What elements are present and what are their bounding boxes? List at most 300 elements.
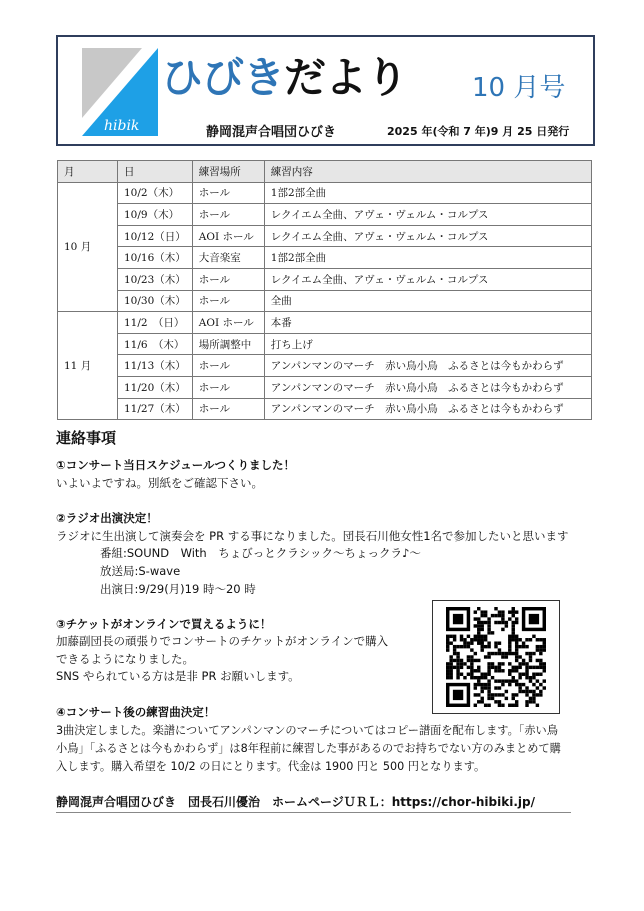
- qr-module: [477, 621, 480, 624]
- qr-module: [456, 669, 459, 672]
- table-row: [58, 333, 592, 355]
- qr-module: [508, 683, 511, 686]
- qr-module: [508, 638, 511, 641]
- qr-module: [512, 610, 515, 613]
- qr-module: [477, 683, 480, 686]
- qr-module: [529, 652, 532, 655]
- qr-module: [474, 652, 477, 655]
- qr-module: [449, 659, 452, 662]
- qr-module: [522, 659, 525, 662]
- qr-module: [508, 617, 511, 620]
- qr-module: [515, 648, 518, 651]
- qr-module: [543, 641, 546, 644]
- qr-module: [480, 638, 483, 641]
- qr-module: [536, 693, 539, 696]
- qr-module: [474, 683, 477, 686]
- qr-module: [539, 683, 542, 686]
- qr-module: [453, 666, 456, 669]
- qr-module: [522, 641, 525, 644]
- qr-module: [477, 669, 480, 672]
- qr-module: [494, 693, 497, 696]
- qr-module: [470, 669, 473, 672]
- qr-module: [491, 666, 494, 669]
- qr-module: [512, 679, 515, 682]
- qr-module: [508, 652, 511, 655]
- qr-module: [518, 645, 521, 648]
- qr-module: [449, 673, 452, 676]
- qr-module: [508, 635, 511, 638]
- qr-module: [529, 676, 532, 679]
- qr-module: [525, 652, 528, 655]
- qr-module: [449, 635, 452, 638]
- qr-module: [539, 666, 542, 669]
- qr-module: [474, 617, 477, 620]
- qr-module: [487, 704, 490, 707]
- qr-code-icon: [446, 607, 546, 707]
- qr-module: [467, 635, 470, 638]
- qr-module: [498, 679, 501, 682]
- qr-module: [491, 614, 494, 617]
- qr-module: [539, 673, 542, 676]
- qr-module: [477, 641, 480, 644]
- qr-module: [446, 669, 449, 672]
- qr-module: [525, 693, 528, 696]
- qr-module: [525, 704, 528, 707]
- place-cell: 大音楽室: [192, 247, 264, 269]
- qr-module: [501, 614, 504, 617]
- qr-module: [467, 673, 470, 676]
- qr-module: [467, 641, 470, 644]
- qr-module: [539, 659, 542, 662]
- qr-module: [532, 693, 535, 696]
- qr-module: [487, 628, 490, 631]
- publish-date: 2025 年(令和 7 年)9 月 25 日発行: [387, 125, 570, 138]
- qr-module: [539, 648, 542, 651]
- qr-module: [525, 645, 528, 648]
- qr-module: [505, 652, 508, 655]
- content-cell: アンパンマンのマーチ 赤い鳥小鳥 ふるさとは今もかわらず: [264, 376, 591, 398]
- qr-module: [529, 659, 532, 662]
- qr-module: [508, 679, 511, 682]
- qr-module: [477, 679, 480, 682]
- notice-1-heading: ①コンサート当日スケジュールつくりました！: [56, 458, 296, 472]
- qr-module: [512, 635, 515, 638]
- qr-module: [467, 659, 470, 662]
- qr-module: [474, 659, 477, 662]
- qr-module: [474, 669, 477, 672]
- place-cell: AOI ホール: [192, 312, 264, 334]
- qr-module: [474, 693, 477, 696]
- qr-module: [477, 693, 480, 696]
- qr-module: [529, 690, 532, 693]
- qr-module: [480, 635, 483, 638]
- qr-module: [477, 607, 480, 610]
- table-header-row: [58, 161, 592, 183]
- notice-4-line3: 入します。購入希望を 10/2 の日にとります。代金は 1900 円と 500 円となります。: [56, 760, 486, 773]
- qr-module: [487, 617, 490, 620]
- qr-module: [508, 669, 511, 672]
- qr-module: [463, 641, 466, 644]
- table-row: [58, 290, 592, 312]
- qr-module: [484, 683, 487, 686]
- qr-module: [494, 614, 497, 617]
- qr-module: [467, 655, 470, 658]
- qr-module: [480, 614, 483, 617]
- newsletter-title: [161, 45, 407, 105]
- masthead: [56, 35, 595, 146]
- qr-module: [484, 645, 487, 648]
- qr-module: [498, 641, 501, 644]
- qr-module: [505, 679, 508, 682]
- qr-module: [470, 638, 473, 641]
- qr-module: [474, 686, 477, 689]
- qr-module: [539, 652, 542, 655]
- qr-module: [515, 700, 518, 703]
- qr-module: [446, 641, 449, 644]
- place-cell: ホール: [192, 376, 264, 398]
- content-cell: 本番: [264, 312, 591, 334]
- qr-module: [498, 666, 501, 669]
- table-row: [58, 398, 592, 420]
- qr-module: [512, 624, 515, 627]
- notice-4-line1: 3曲決定しました。楽譜についてアンパンマンのマーチについてはコピー譜面を配布します。「赤い鳥: [56, 724, 558, 737]
- date-cell: 11/27（木）: [118, 398, 193, 420]
- qr-module: [543, 662, 546, 665]
- qr-module: [449, 641, 452, 644]
- qr-module: [543, 648, 546, 651]
- content-cell: 全曲: [264, 290, 591, 312]
- qr-module: [515, 669, 518, 672]
- table-row: [58, 247, 592, 269]
- qr-module: [494, 686, 497, 689]
- qr-module: [515, 679, 518, 682]
- qr-module: [470, 655, 473, 658]
- table-row: [58, 312, 592, 334]
- qr-finder: [453, 614, 463, 624]
- qr-finder: [529, 614, 539, 624]
- qr-module: [463, 676, 466, 679]
- qr-module: [498, 621, 501, 624]
- qr-module: [505, 655, 508, 658]
- qr-module: [487, 673, 490, 676]
- content-cell: アンパンマンのマーチ 赤い鳥小鳥 ふるさとは今もかわらず: [264, 398, 591, 420]
- qr-module: [512, 621, 515, 624]
- qr-module: [515, 652, 518, 655]
- qr-module: [539, 662, 542, 665]
- col-date: 日: [118, 161, 193, 183]
- qr-module: [515, 659, 518, 662]
- place-cell: ホール: [192, 268, 264, 290]
- qr-module: [484, 676, 487, 679]
- qr-module: [480, 628, 483, 631]
- qr-module: [477, 624, 480, 627]
- qr-module: [456, 662, 459, 665]
- qr-module: [515, 655, 518, 658]
- qr-module: [532, 666, 535, 669]
- qr-module: [501, 621, 504, 624]
- svg-text:hibik: hibik: [104, 118, 140, 134]
- place-cell: ホール: [192, 398, 264, 420]
- qr-module: [536, 666, 539, 669]
- notice-2-program: 番組:SOUND With ちょびっとクラシック～ちょっクラ♪～: [100, 546, 421, 560]
- qr-module: [525, 700, 528, 703]
- qr-module: [491, 697, 494, 700]
- qr-module: [474, 676, 477, 679]
- content-cell: レクイエム全曲、アヴェ・ヴェルム・コルプス: [264, 204, 591, 226]
- qr-module: [501, 693, 504, 696]
- issue-number: 10 月号: [472, 73, 566, 103]
- qr-module: [494, 641, 497, 644]
- qr-module: [525, 638, 528, 641]
- content-cell: レクイエム全曲、アヴェ・ヴェルム・コルプス: [264, 225, 591, 247]
- content-cell: レクイエム全曲、アヴェ・ヴェルム・コルプス: [264, 268, 591, 290]
- qr-module: [494, 645, 497, 648]
- qr-module: [487, 693, 490, 696]
- place-cell: ホール: [192, 355, 264, 377]
- qr-module: [501, 655, 504, 658]
- date-cell: 11/13（木）: [118, 355, 193, 377]
- qr-module: [501, 617, 504, 620]
- qr-module: [484, 614, 487, 617]
- qr-module: [512, 607, 515, 610]
- qr-module: [456, 673, 459, 676]
- qr-module: [477, 666, 480, 669]
- qr-module: [508, 673, 511, 676]
- qr-module: [508, 645, 511, 648]
- qr-module: [456, 659, 459, 662]
- date-cell: 10/9（木）: [118, 204, 193, 226]
- qr-module: [463, 662, 466, 665]
- qr-module: [498, 686, 501, 689]
- organization-name: 静岡混声合唱団ひびき: [206, 125, 337, 140]
- qr-module: [515, 666, 518, 669]
- place-cell: ホール: [192, 204, 264, 226]
- content-cell: 1部2部全曲: [264, 247, 591, 269]
- qr-module: [491, 652, 494, 655]
- qr-module: [487, 631, 490, 634]
- qr-module: [484, 686, 487, 689]
- qr-module: [515, 641, 518, 644]
- qr-module: [474, 704, 477, 707]
- qr-module: [532, 690, 535, 693]
- qr-module: [480, 697, 483, 700]
- qr-module: [512, 669, 515, 672]
- qr-module: [518, 676, 521, 679]
- qr-module: [474, 638, 477, 641]
- qr-module: [498, 693, 501, 696]
- qr-module: [467, 666, 470, 669]
- qr-module: [536, 686, 539, 689]
- qr-module: [494, 652, 497, 655]
- qr-module: [480, 610, 483, 613]
- qr-module: [487, 690, 490, 693]
- content-cell: 1部2部全曲: [264, 182, 591, 204]
- qr-module: [477, 676, 480, 679]
- qr-module: [501, 662, 504, 665]
- qr-module: [525, 669, 528, 672]
- place-cell: AOI ホール: [192, 225, 264, 247]
- qr-module: [449, 662, 452, 665]
- qr-module: [532, 700, 535, 703]
- col-content: 練習内容: [264, 161, 591, 183]
- qr-module: [512, 697, 515, 700]
- qr-module: [543, 679, 546, 682]
- qr-module: [525, 673, 528, 676]
- place-cell: ホール: [192, 290, 264, 312]
- qr-module: [505, 624, 508, 627]
- notice-3-heading: ③チケットがオンラインで買えるように！: [56, 617, 272, 631]
- qr-module: [480, 700, 483, 703]
- qr-module: [515, 621, 518, 624]
- qr-module: [518, 673, 521, 676]
- qr-module: [515, 693, 518, 696]
- qr-module: [494, 679, 497, 682]
- title-blue: ひびき: [161, 53, 285, 102]
- qr-module: [480, 676, 483, 679]
- qr-module: [512, 652, 515, 655]
- qr-module: [515, 610, 518, 613]
- qr-module: [518, 638, 521, 641]
- title-black: だより: [284, 53, 408, 102]
- qr-module: [501, 679, 504, 682]
- qr-module: [512, 638, 515, 641]
- qr-module: [508, 610, 511, 613]
- qr-module: [529, 697, 532, 700]
- qr-module: [456, 676, 459, 679]
- qr-module: [518, 655, 521, 658]
- notice-1-body: いよいよですね。別紙をご確認下さい。: [56, 476, 263, 490]
- qr-module: [480, 690, 483, 693]
- qr-module: [487, 645, 490, 648]
- date-cell: 11/20（木）: [118, 376, 193, 398]
- table-row: [58, 376, 592, 398]
- qr-module: [505, 697, 508, 700]
- qr-module: [470, 659, 473, 662]
- qr-module: [477, 631, 480, 634]
- qr-module: [498, 614, 501, 617]
- qr-module: [501, 683, 504, 686]
- qr-module: [498, 704, 501, 707]
- qr-module: [494, 700, 497, 703]
- qr-module: [501, 610, 504, 613]
- qr-module: [467, 645, 470, 648]
- footer-contact: 静岡混声合唱団ひびき 団長石川優治 ホームページＵＲＬ：https://chor-hibiki.jp/: [56, 793, 571, 813]
- qr-module: [453, 638, 456, 641]
- qr-module: [532, 635, 535, 638]
- qr-module: [494, 666, 497, 669]
- qr-module: [518, 683, 521, 686]
- qr-module: [456, 666, 459, 669]
- qr-module: [474, 610, 477, 613]
- qr-module: [508, 641, 511, 644]
- qr-module: [498, 652, 501, 655]
- qr-module: [515, 638, 518, 641]
- qr-module: [529, 655, 532, 658]
- qr-module: [543, 638, 546, 641]
- qr-module: [518, 690, 521, 693]
- qr-module: [491, 693, 494, 696]
- qr-module: [470, 676, 473, 679]
- qr-module: [487, 683, 490, 686]
- table-row: [58, 204, 592, 226]
- qr-module: [460, 666, 463, 669]
- qr-module: [470, 662, 473, 665]
- place-cell: 場所調整中: [192, 333, 264, 355]
- qr-module: [446, 662, 449, 665]
- qr-module: [477, 638, 480, 641]
- qr-module: [460, 659, 463, 662]
- qr-module: [463, 645, 466, 648]
- qr-module: [494, 669, 497, 672]
- qr-module: [484, 621, 487, 624]
- month-cell: 11 月: [58, 312, 118, 420]
- qr-module: [501, 628, 504, 631]
- qr-module: [449, 666, 452, 669]
- qr-module: [512, 614, 515, 617]
- qr-module: [518, 666, 521, 669]
- qr-module: [532, 683, 535, 686]
- qr-module: [477, 628, 480, 631]
- qr-module: [532, 697, 535, 700]
- qr-module: [512, 704, 515, 707]
- notice-3-line2: できるようになりました。: [56, 652, 194, 666]
- qr-module: [539, 645, 542, 648]
- qr-module: [460, 638, 463, 641]
- notice-3-line1: 加藤副団長の頑張りでコンサートのチケットがオンラインで購入: [56, 634, 389, 648]
- date-cell: 10/30（木）: [118, 290, 193, 312]
- qr-module: [449, 676, 452, 679]
- notice-4-line2: 小鳥」「ふるさとは今もかわらず」は8年程前に練習した事があるのでお持ちでない方のみまとめて購: [56, 742, 561, 755]
- qr-module: [453, 645, 456, 648]
- qr-module: [536, 673, 539, 676]
- place-cell: ホール: [192, 182, 264, 204]
- qr-module: [515, 635, 518, 638]
- qr-module: [487, 666, 490, 669]
- qr-module: [522, 673, 525, 676]
- practice-schedule-table: [57, 160, 592, 420]
- qr-module: [525, 666, 528, 669]
- qr-module: [477, 635, 480, 638]
- qr-module: [543, 666, 546, 669]
- qr-module: [536, 679, 539, 682]
- qr-module: [487, 624, 490, 627]
- qr-module: [529, 679, 532, 682]
- notice-4-heading: ④コンサート後の練習曲決定！: [56, 705, 216, 719]
- qr-module: [512, 666, 515, 669]
- qr-module: [480, 648, 483, 651]
- table-row: [58, 225, 592, 247]
- qr-module: [539, 690, 542, 693]
- qr-module: [532, 673, 535, 676]
- qr-module: [474, 635, 477, 638]
- notices-title: 連絡事項: [56, 429, 117, 447]
- qr-module: [515, 645, 518, 648]
- qr-module: [532, 652, 535, 655]
- date-cell: 11/2 （日）: [118, 312, 193, 334]
- month-cell: 10 月: [58, 182, 118, 312]
- qr-module: [480, 645, 483, 648]
- qr-module: [525, 676, 528, 679]
- qr-module: [449, 669, 452, 672]
- qr-module: [498, 610, 501, 613]
- qr-module: [456, 655, 459, 658]
- qr-module: [446, 635, 449, 638]
- ticket-qr-code[interactable]: [432, 600, 560, 714]
- qr-module: [470, 648, 473, 651]
- qr-module: [501, 704, 504, 707]
- qr-module: [505, 621, 508, 624]
- date-cell: 10/23（木）: [118, 268, 193, 290]
